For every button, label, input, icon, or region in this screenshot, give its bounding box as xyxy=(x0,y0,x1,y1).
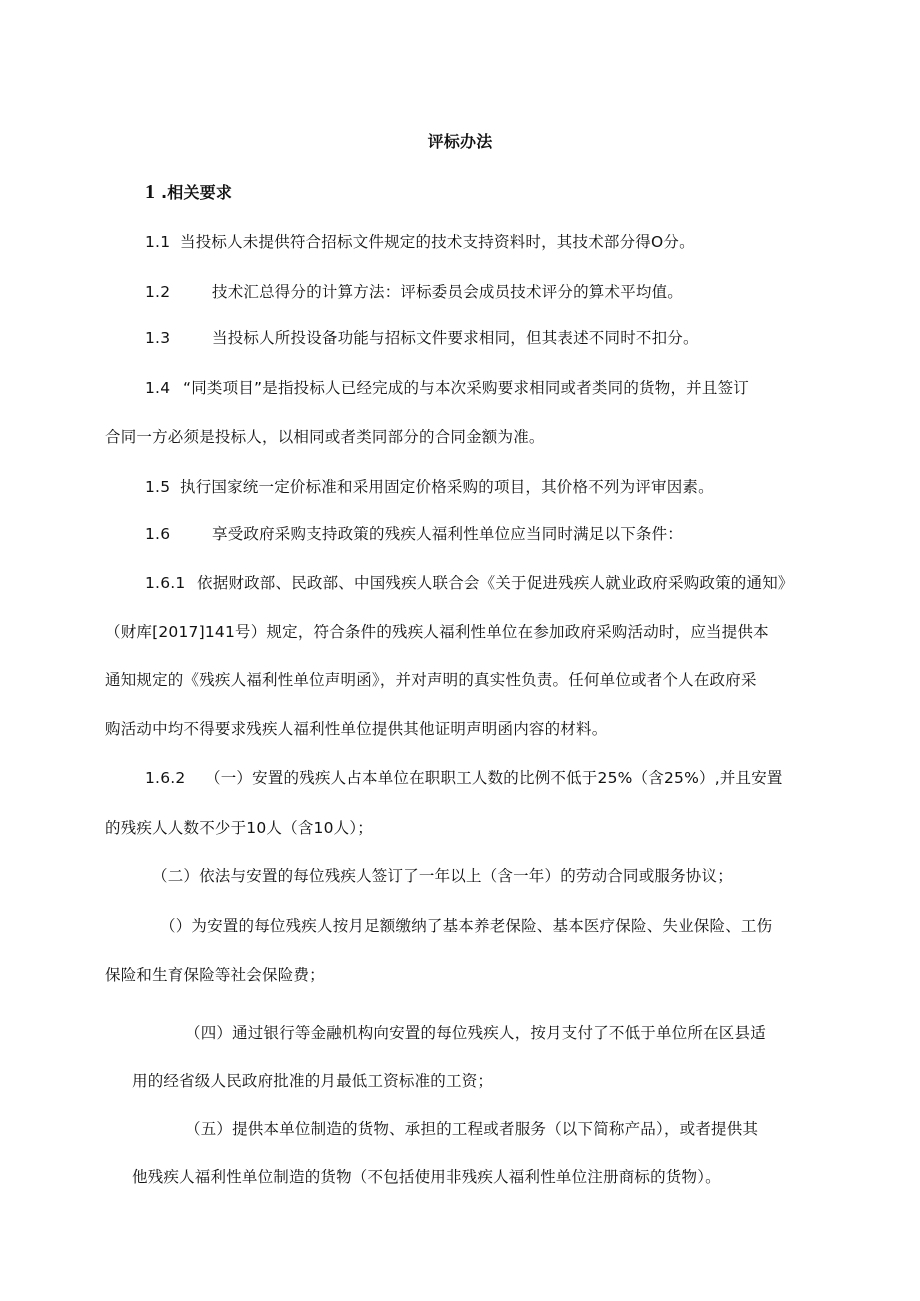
section-number: 1 xyxy=(145,181,156,203)
clause-1-6-1-line-2: （财库[2017]141号）规定，符合条件的残疾人福利性单位在参加政府采购活动时，应当提供本 xyxy=(105,623,769,641)
clause-1-2 xyxy=(145,282,683,302)
clause-text-line-1: “同类项目”是指投标人已经完成的与本次采购要求相同或者类同的货物，并且签订 xyxy=(183,379,749,397)
clause-1-6-2 xyxy=(145,768,783,788)
clause-text: 当投标人所投设备功能与招标文件要求相同，但其表述不同时不扣分。 xyxy=(212,329,699,347)
clause-number: 1.6.2 xyxy=(145,769,186,787)
clause-1-3 xyxy=(145,328,699,348)
clause-1-6-1-line-3: 通知规定的《残疾人福利性单位声明函》，并对声明的真实性负责。任何单位或者个人在政府采 xyxy=(105,671,757,689)
section-label: .相关要求 xyxy=(160,183,233,202)
clause-1-6-1-line-4: 购活动中均不得要求残疾人福利性单位提供其他证明声明函内容的材料。 xyxy=(105,720,608,738)
clause-1-6-2-line-2: 的残疾人人数不少于10人（含10人）； xyxy=(105,819,373,837)
clause-text-line-1: 依据财政部、民政部、中国残疾人联合会《关于促进残疾人就业政府采购政策的通知》 xyxy=(197,574,794,592)
condition-4-line-2: 用的经省级人民政府批准的月最低工资标准的工资； xyxy=(132,1072,494,1090)
clause-text: 执行国家统一定价标准和采用固定价格采购的项目，其价格不列为评审因素。 xyxy=(180,478,714,496)
clause-number: 1.3 xyxy=(145,329,171,347)
clause-number: 1.4 xyxy=(145,379,171,397)
condition-3-line-1: （）为安置的每位残疾人按月足额缴纳了基本养老保险、基本医疗保险、失业保险、工伤 xyxy=(160,917,773,935)
condition-3-line-2: 保险和生育保险等社会保险费； xyxy=(105,966,325,984)
condition-2: （二）依法与安置的每位残疾人签订了一年以上（含一年）的劳动合同或服务协议； xyxy=(152,867,733,885)
clause-number: 1.1 xyxy=(145,233,171,251)
clause-number: 1.2 xyxy=(145,283,171,301)
condition-4-line-1: （四）通过银行等金融机构向安置的每位残疾人，按月支付了不低于单位所在区县适 xyxy=(185,1024,766,1042)
clause-number: 1.6 xyxy=(145,525,171,543)
clause-1-5 xyxy=(145,477,714,497)
condition-5-line-1: （五）提供本单位制造的货物、承担的工程或者服务（以下简称产品），或者提供其 xyxy=(185,1120,759,1138)
clause-text: 当投标人未提供符合招标文件规定的技术支持资料时，其技术部分得O分。 xyxy=(180,233,695,251)
clause-1-1 xyxy=(145,232,695,252)
clause-1-4 xyxy=(145,378,749,398)
clause-text-line-1: （一）安置的残疾人占本单位在职职工人数的比例不低于25%（含25%）,并且安置 xyxy=(205,769,783,787)
section-heading-1 xyxy=(145,182,232,203)
clause-1-4-continuation: 合同一方必须是投标人，以相同或者类同部分的合同金额为准。 xyxy=(105,428,545,446)
clause-text: 技术汇总得分的计算方法：评标委员会成员技术评分的算术平均值。 xyxy=(212,283,684,301)
clause-number: 1.6.1 xyxy=(145,574,186,592)
clause-1-6-1 xyxy=(145,573,794,593)
clause-number: 1.5 xyxy=(145,478,171,496)
condition-5-line-2: 他残疾人福利性单位制造的货物（不包括使用非残疾人福利性单位注册商标的货物）。 xyxy=(132,1168,721,1186)
document-title: 评标办法 xyxy=(427,132,493,151)
clause-1-6 xyxy=(145,524,683,544)
clause-text: 享受政府采购支持政策的残疾人福利性单位应当同时满足以下条件： xyxy=(212,525,684,543)
